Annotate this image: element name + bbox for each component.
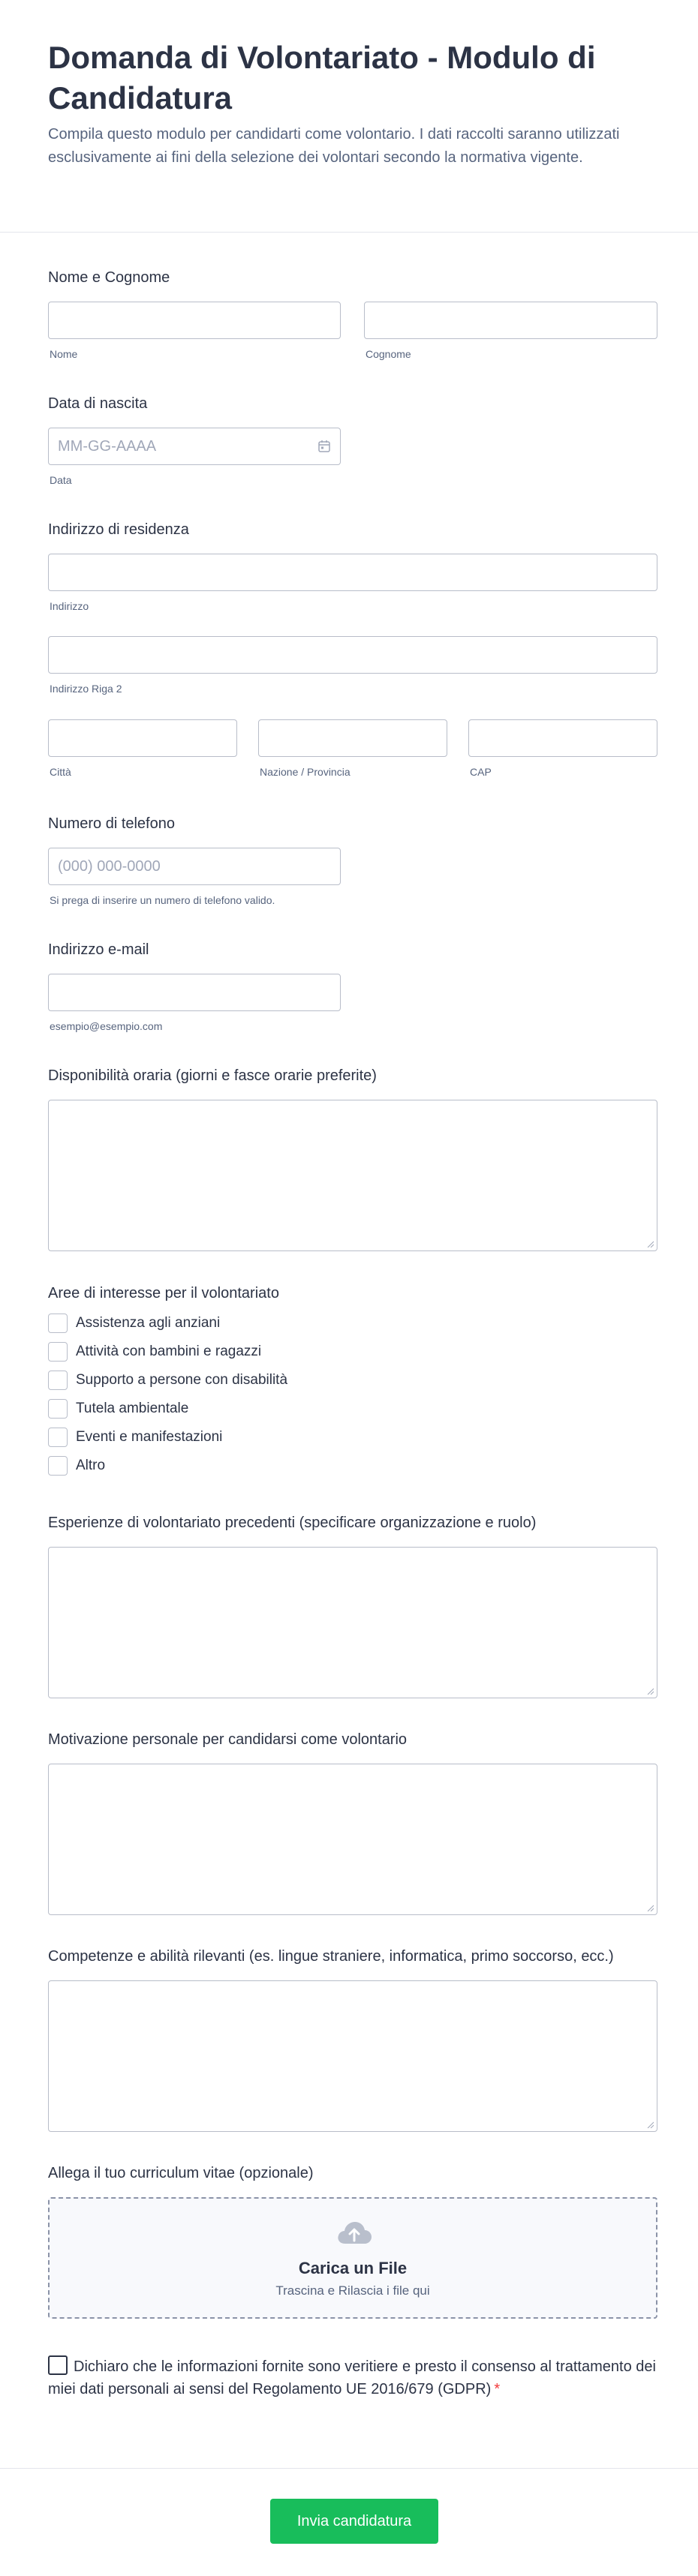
name-label: Nome e Cognome bbox=[48, 269, 170, 286]
email-input[interactable] bbox=[48, 974, 341, 1011]
checkbox[interactable] bbox=[48, 1399, 68, 1419]
page-subtitle: Compila questo modulo per candidarti come volontario. I dati raccolti saranno utilizzati esclusivamente ai fini della selezione dei volontari secondo la normativa vigente. bbox=[48, 126, 620, 166]
zip-sublabel: CAP bbox=[470, 766, 492, 778]
city-sublabel: Città bbox=[50, 766, 71, 778]
address-field bbox=[48, 521, 657, 783]
upload-subtitle: Trascina e Rilascia i file qui bbox=[275, 2283, 430, 2298]
motivation-textarea[interactable] bbox=[48, 1764, 657, 1915]
resize-handle-icon bbox=[646, 1240, 654, 1247]
availability-field bbox=[48, 1067, 657, 1254]
last-name-sublabel: Cognome bbox=[366, 348, 411, 360]
phone-placeholder: (000) 000-0000 bbox=[58, 858, 161, 875]
birth-date-sublabel: Data bbox=[50, 474, 72, 486]
interests-label: Aree di interesse per il volontariato bbox=[48, 1285, 279, 1302]
interest-option[interactable] bbox=[48, 1455, 105, 1476]
interest-option[interactable] bbox=[48, 1370, 287, 1391]
page-title: Domanda di Volontariato - Modulo di Candidatura bbox=[48, 40, 596, 116]
upload-title: Carica un File bbox=[298, 2259, 408, 2277]
first-name-sublabel: Nome bbox=[50, 348, 78, 360]
phone-input[interactable] bbox=[48, 848, 341, 885]
required-mark: * bbox=[494, 2381, 501, 2397]
birth-date-input[interactable] bbox=[48, 428, 341, 465]
birth-date-label: Data di nascita bbox=[48, 395, 148, 412]
birth-date-field bbox=[48, 395, 657, 492]
email-sublabel: esempio@esempio.com bbox=[50, 1020, 163, 1032]
checkbox[interactable] bbox=[48, 1314, 68, 1333]
interest-option[interactable] bbox=[48, 1313, 220, 1334]
email-label: Indirizzo e-mail bbox=[48, 941, 149, 958]
interest-option[interactable] bbox=[48, 1341, 261, 1362]
checkbox[interactable] bbox=[48, 1342, 68, 1362]
name-field bbox=[48, 269, 657, 366]
phone-label: Numero di telefono bbox=[48, 815, 175, 832]
address-line1-input[interactable] bbox=[48, 554, 657, 591]
availability-label: Disponibilità oraria (giorni e fasce orarie preferite) bbox=[48, 1067, 377, 1084]
cv-upload-label: Allega il tuo curriculum vitae (opzionale) bbox=[48, 2165, 314, 2181]
interest-option-label: Tutela ambientale bbox=[76, 1401, 189, 1416]
interests-field bbox=[48, 1284, 657, 1479]
resize-handle-icon bbox=[646, 1904, 654, 1911]
phone-sublabel: Si prega di inserire un numero di telefono valido. bbox=[50, 894, 275, 906]
address-line1-sublabel: Indirizzo bbox=[50, 600, 89, 612]
address-line2-input[interactable] bbox=[48, 636, 657, 674]
state-input[interactable] bbox=[258, 719, 447, 757]
skills-field bbox=[48, 1947, 657, 2135]
motivation-field bbox=[48, 1731, 657, 1918]
interest-option[interactable] bbox=[48, 1398, 188, 1419]
calendar-icon[interactable] bbox=[317, 440, 331, 453]
email-field bbox=[48, 941, 657, 1038]
consent-field[interactable] bbox=[48, 2355, 657, 2400]
availability-textarea[interactable] bbox=[48, 1100, 657, 1251]
city-input[interactable] bbox=[48, 719, 237, 757]
zip-input[interactable] bbox=[468, 719, 657, 757]
resize-handle-icon bbox=[646, 2121, 654, 2128]
last-name-input[interactable] bbox=[364, 302, 657, 339]
cloud-upload-icon bbox=[335, 2218, 373, 2248]
address-line2-sublabel: Indirizzo Riga 2 bbox=[50, 683, 122, 695]
resize-handle-icon bbox=[646, 1687, 654, 1695]
interest-option-label: Eventi e manifestazioni bbox=[76, 1429, 223, 1445]
interest-option-label: Assistenza agli anziani bbox=[76, 1315, 221, 1331]
form-header bbox=[0, 0, 698, 233]
checkbox[interactable] bbox=[48, 1371, 68, 1390]
cv-upload-field bbox=[48, 2164, 657, 2322]
checkbox[interactable] bbox=[48, 1428, 68, 1447]
consent-text: Dichiaro che le informazioni fornite sono veritiere e presto il consenso al trattamento dei miei dati personali ai sensi del Regolamento UE 2016/679 (GDPR) bbox=[48, 2358, 656, 2397]
checkbox[interactable] bbox=[48, 1456, 68, 1476]
skills-textarea[interactable] bbox=[48, 1980, 657, 2132]
submit-button[interactable]: Invia candidatura bbox=[270, 2499, 438, 2544]
interest-option-label: Supporto a persone con disabilità bbox=[76, 1372, 288, 1388]
experience-label: Esperienze di volontariato precedenti (specificare organizzazione e ruolo) bbox=[48, 1515, 537, 1531]
first-name-input[interactable] bbox=[48, 302, 341, 339]
interest-option-label: Attività con bambini e ragazzi bbox=[76, 1344, 262, 1359]
address-label: Indirizzo di residenza bbox=[48, 521, 189, 538]
state-sublabel: Nazione / Provincia bbox=[260, 766, 351, 778]
file-upload-dropzone[interactable] bbox=[48, 2197, 657, 2319]
interest-option-label: Altro bbox=[76, 1458, 106, 1473]
consent-checkbox[interactable] bbox=[48, 2355, 68, 2375]
experience-textarea[interactable] bbox=[48, 1547, 657, 1698]
birth-date-placeholder: MM-GG-AAAA bbox=[58, 438, 157, 455]
phone-field bbox=[48, 815, 657, 912]
skills-label: Competenze e abilità rilevanti (es. lingue straniere, informatica, primo soccorso, ecc.) bbox=[48, 1948, 614, 1965]
interest-option[interactable] bbox=[48, 1427, 222, 1448]
experience-field bbox=[48, 1514, 657, 1701]
motivation-label: Motivazione personale per candidarsi come volontario bbox=[48, 1731, 408, 1748]
form-footer bbox=[0, 2468, 698, 2576]
